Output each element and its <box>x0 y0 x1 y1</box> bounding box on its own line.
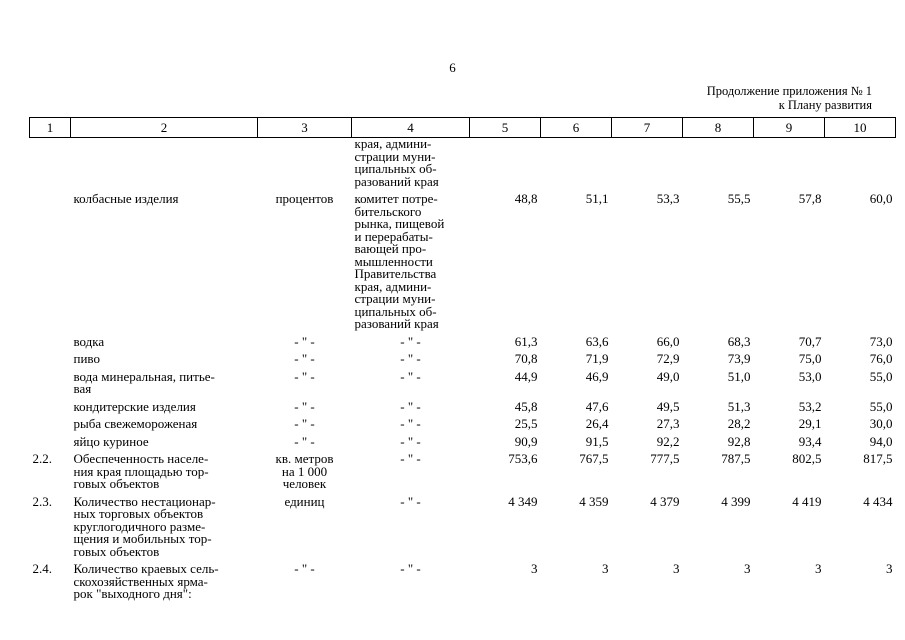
text-line: - " - <box>400 433 421 449</box>
value-cell: 47,6 <box>585 398 609 414</box>
unit-cell <box>258 348 352 366</box>
column-header: 2 <box>71 118 258 138</box>
text-line: - " - <box>400 333 421 349</box>
plan-table <box>29 117 896 601</box>
row-code <box>30 348 71 366</box>
value-cell: 48,8 <box>514 191 538 206</box>
text-line: человек <box>282 476 327 491</box>
row-code <box>30 188 71 331</box>
column-header: 3 <box>258 118 352 138</box>
text-line: колбасные изделия <box>73 191 179 206</box>
row-code: 2.2. <box>32 451 52 466</box>
value-cell: 51,0 <box>727 368 751 384</box>
value-cell: 3 <box>602 561 609 576</box>
value-cell: 26,4 <box>585 416 609 431</box>
text-line: - " - <box>400 493 421 509</box>
text-line: комитет потре- <box>354 191 438 206</box>
column-header: 9 <box>754 118 825 138</box>
text-line: - " - <box>294 368 315 384</box>
text-line: - " - <box>294 561 315 576</box>
text-line: Количество краевых сель- <box>73 561 219 576</box>
responsible-cell <box>352 348 470 366</box>
responsible-cell <box>352 366 470 396</box>
column-header: 6 <box>541 118 612 138</box>
row-code <box>30 331 71 349</box>
text-line: говых объектов <box>73 476 160 491</box>
value-cell: 29,1 <box>798 416 822 431</box>
unit-cell <box>258 396 352 414</box>
text-line: рыба свежемороженая <box>73 416 198 431</box>
column-header: 8 <box>683 118 754 138</box>
text-line: кондитерские изделия <box>73 398 196 414</box>
text-line: ния края площадью тор- <box>73 463 209 479</box>
text-line: Обеспеченность населе- <box>73 451 209 466</box>
value-cell: 753,6 <box>508 451 538 466</box>
text-line: ных торговых объектов <box>73 506 204 521</box>
value-cell: 92,8 <box>727 433 751 449</box>
text-line: края, админи- <box>354 136 432 151</box>
text-line: - " - <box>400 351 421 366</box>
text-line: - " - <box>294 416 315 431</box>
value-cell: 70,8 <box>514 351 538 366</box>
value-cell: 44,9 <box>514 368 538 384</box>
text-line: страции муни- <box>354 291 436 306</box>
value-cell: 53,0 <box>798 368 822 384</box>
text-line: страции муни- <box>354 148 436 164</box>
indicator-name <box>71 348 258 366</box>
continuation-row <box>30 138 896 189</box>
unit-cell <box>258 413 352 431</box>
responsible-cell <box>352 396 470 414</box>
unit-cell <box>258 188 352 331</box>
value-cell: 49,5 <box>656 398 680 414</box>
text-line: ципальных об- <box>354 303 437 319</box>
value-cell: 3 <box>673 561 680 576</box>
value-cell: 66,0 <box>656 333 680 349</box>
value-cell: 60,0 <box>869 191 893 206</box>
text-line: вая <box>73 381 92 396</box>
indicator-name <box>71 413 258 431</box>
value-cell: 76,0 <box>869 351 893 366</box>
value-cell: 63,6 <box>585 333 609 349</box>
text-line: процентов <box>275 191 334 206</box>
unit-cell <box>258 366 352 396</box>
value-cell: 93,4 <box>798 433 822 449</box>
value-cell: 51,1 <box>585 191 609 206</box>
column-header: 4 <box>352 118 470 138</box>
value-cell: 91,5 <box>585 433 609 449</box>
value-cell: 68,3 <box>727 333 751 349</box>
value-cell: 49,0 <box>656 368 680 384</box>
value-cell: 94,0 <box>869 433 893 449</box>
text-line: щения и мобильных тор- <box>73 531 212 546</box>
value-cell: 777,5 <box>650 451 680 466</box>
value-cell: 30,0 <box>869 416 893 431</box>
value-cell: 787,5 <box>721 451 751 466</box>
value-cell: 71,9 <box>585 351 609 366</box>
text-line: края, админи- <box>354 278 432 294</box>
value-cell: 61,3 <box>514 333 538 349</box>
indicator-name <box>71 448 258 491</box>
table-header-row <box>30 118 896 138</box>
indicator-name <box>71 188 258 331</box>
value-cell: 75,0 <box>798 351 822 366</box>
text-line: рок "выходного дня": <box>73 586 192 601</box>
text-line: кв. метров <box>275 451 334 466</box>
value-cell: 92,2 <box>656 433 680 449</box>
page-number: 6 <box>449 60 456 75</box>
column-header: 7 <box>612 118 683 138</box>
value-cell: 57,8 <box>798 191 822 206</box>
value-cell: 3 <box>531 561 538 576</box>
table-row <box>30 413 896 431</box>
table-row <box>30 558 896 601</box>
text-line: круглогодичного разме- <box>73 518 206 534</box>
column-header: 5 <box>470 118 541 138</box>
text-line: - " - <box>400 451 421 466</box>
row-code: 2.4. <box>32 561 52 576</box>
text-line: и перерабаты- <box>354 228 433 244</box>
column-header: 10 <box>825 118 896 138</box>
table-row <box>30 431 896 449</box>
text-line: - " - <box>294 433 315 449</box>
unit-cell <box>258 431 352 449</box>
text-line: Правительства <box>354 266 437 281</box>
value-cell: 4 434 <box>863 493 893 509</box>
value-cell: 25,5 <box>514 416 538 431</box>
text-line: - " - <box>294 351 315 366</box>
row-code: 2.3. <box>32 493 52 509</box>
text-line: пиво <box>73 351 100 366</box>
text-line: единиц <box>284 493 325 509</box>
value-cell: 27,3 <box>656 416 680 431</box>
text-line: бительского <box>354 203 422 219</box>
indicator-name <box>71 366 258 396</box>
value-cell: 4 419 <box>792 493 822 509</box>
unit-cell <box>258 491 352 559</box>
value-cell: 4 379 <box>650 493 680 509</box>
text-line: яйцо куриное <box>73 433 149 449</box>
table-row <box>30 396 896 414</box>
value-cell: 767,5 <box>579 451 609 466</box>
unit-cell <box>258 558 352 601</box>
responsible-cell <box>352 188 470 331</box>
text-line: вающей про- <box>354 241 427 256</box>
row-code <box>30 366 71 396</box>
appendix-line-2: к Плану развития <box>778 98 872 112</box>
unit-cell <box>258 331 352 349</box>
value-cell: 53,3 <box>656 191 680 206</box>
appendix-line-1: Продолжение приложения № 1 <box>706 84 872 98</box>
appendix-caption <box>707 84 872 112</box>
table-row <box>30 348 896 366</box>
indicator-name <box>71 431 258 449</box>
text-line: говых объектов <box>73 543 160 559</box>
responsible-cell <box>352 138 470 189</box>
text-line: ципальных об- <box>354 161 437 176</box>
table-row <box>30 331 896 349</box>
responsible-cell <box>352 448 470 491</box>
value-cell: 70,7 <box>798 333 822 349</box>
indicator-name <box>71 396 258 414</box>
row-code <box>30 413 71 431</box>
column-header: 1 <box>30 118 71 138</box>
value-cell: 73,0 <box>869 333 893 349</box>
text-line: - " - <box>400 416 421 431</box>
value-cell: 53,2 <box>798 398 822 414</box>
value-cell: 4 399 <box>721 493 751 509</box>
text-line: - " - <box>294 398 315 414</box>
value-cell: 55,5 <box>727 191 751 206</box>
responsible-cell <box>352 491 470 559</box>
text-line: - " - <box>294 333 315 349</box>
value-cell: 46,9 <box>585 368 609 384</box>
unit-cell <box>258 448 352 491</box>
responsible-cell <box>352 331 470 349</box>
indicator-name <box>71 558 258 601</box>
table-row <box>30 366 896 396</box>
text-line: на 1 000 <box>281 463 328 479</box>
text-line: разований края <box>354 316 439 331</box>
text-line: Количество нестационар- <box>73 493 216 509</box>
indicator-name <box>71 491 258 559</box>
text-line: вода минеральная, питье- <box>73 368 215 384</box>
indicator-name <box>71 331 258 349</box>
text-line: мышленности <box>354 253 433 269</box>
value-cell: 55,0 <box>869 368 893 384</box>
value-cell: 90,9 <box>514 433 538 449</box>
value-cell: 72,9 <box>656 351 680 366</box>
value-cell: 817,5 <box>863 451 893 466</box>
responsible-cell <box>352 431 470 449</box>
responsible-cell <box>352 413 470 431</box>
text-line: разований края <box>354 173 439 189</box>
value-cell: 3 <box>744 561 751 576</box>
text-line: - " - <box>400 561 421 576</box>
value-cell: 51,3 <box>727 398 751 414</box>
text-line: водка <box>73 333 105 349</box>
value-cell: 3 <box>815 561 822 576</box>
row-code <box>30 431 71 449</box>
table-row <box>30 491 896 559</box>
text-line: - " - <box>400 398 421 414</box>
text-line: рынка, пищевой <box>354 216 445 231</box>
value-cell: 55,0 <box>869 398 893 414</box>
value-cell: 3 <box>886 561 893 576</box>
row-code <box>30 396 71 414</box>
text-line: скохозяйственных ярма- <box>73 573 208 589</box>
text-line: - " - <box>400 368 421 384</box>
value-cell: 4 359 <box>579 493 609 509</box>
value-cell: 4 349 <box>508 493 538 509</box>
table-row <box>30 188 896 331</box>
responsible-cell <box>352 558 470 601</box>
value-cell: 802,5 <box>792 451 822 466</box>
value-cell: 73,9 <box>727 351 751 366</box>
value-cell: 45,8 <box>514 398 538 414</box>
value-cell: 28,2 <box>727 416 751 431</box>
table-row <box>30 448 896 491</box>
